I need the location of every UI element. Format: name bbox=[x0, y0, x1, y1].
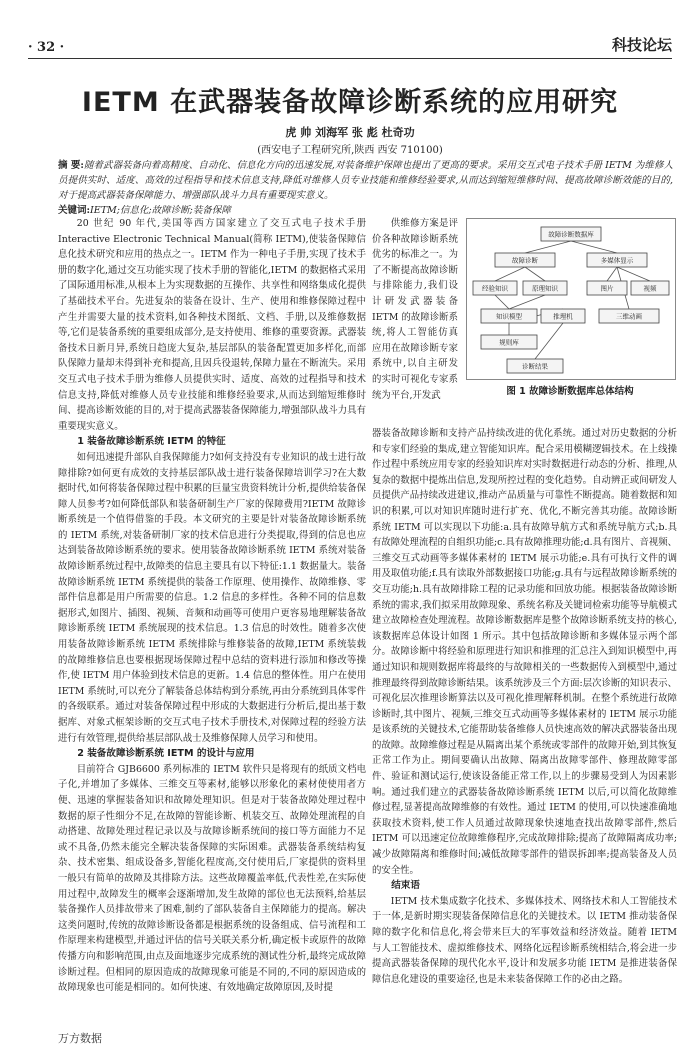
diagram-box bbox=[599, 309, 659, 323]
body-paragraph: 供维修方案是评价各种故障诊断系统优劣的标准之一。为了不断提高故障诊断与排除能力,我们设计研发武器装备 IETM 的故障诊断系统,将人工智能仿真应用在故障诊断专家系统中,以自主研发的实时可视化专家系统为平台,开发武 bbox=[372, 218, 458, 401]
article-authors: 虎 帅 刘海军 张 彪 杜奇功 bbox=[285, 126, 415, 139]
diagram-box bbox=[541, 227, 601, 241]
diagram-connector bbox=[495, 295, 509, 309]
page-number: · 32 · bbox=[28, 40, 65, 55]
abstract bbox=[58, 158, 673, 203]
diagram-box-label: 原理知识 bbox=[532, 284, 558, 293]
diagram-box bbox=[587, 281, 627, 295]
body-paragraph: 目前符合 GJB6600 系列标准的 IETM 软件只是将现有的纸质文档电子化,并增加了多媒体、三维交互等素材,能够以形象化的素材使使用者方便、迅速的掌握装备知识和故障处理知识。但是对于装备故障处理过程中数据的原子性细分不足,在故障的智能诊断、机装交互、故障处理流程的自动搭建、故障处理过程记录以及与故障诊断系统间的接口等方面能力不足或不具备,仍然未能完全解决装备保障的实际困难。武器装备系统结构复杂、技术密集、组成设备多,智能化程度高,交付使用后,厂家提供的资料里一般只有简单的故障及其排除方法。这些故障覆盖率低,代表性差,在实际使用过程中,故障发生的概率会逐渐增加,发生故障的部位也无法预料,给基层装备操作人员排故带来了困难,制约了部队装备自主保障能力的提高。解决这类问题时,传统的故障诊断设备都是根据系统的设备组成、信号流程和工作原理来构建模型,并通过评估的信号关联关系分析,确定板卡或原件的故障传播方向和影响范围,由点及面地逐步完成系统的测试性分析,最终完成故障诊断过程。但相同的原因造成的故障现象可能是不同的,不同的原因造成的故障现象也可能是相同的。如何快速、有效地确定故障原因,及时提 bbox=[58, 763, 366, 994]
footer-source: 万方数据 bbox=[58, 1032, 102, 1045]
diagram-box-label: 经验知识 bbox=[482, 284, 508, 293]
diagram-box bbox=[541, 309, 585, 323]
diagram-box-label: 视频 bbox=[643, 284, 657, 293]
section-heading: 2 装备故障诊断系统 IETM 的设计与应用 bbox=[77, 748, 255, 760]
article-affiliation: (西安电子工程研究所,陕西 西安 710100) bbox=[257, 145, 443, 156]
diagram-connector bbox=[525, 267, 545, 281]
diagram-box bbox=[631, 281, 669, 295]
section-heading: 1 装备故障诊断系统 IETM 的特征 bbox=[77, 436, 226, 448]
figure-1-caption: 图 1 故障诊断数据库总体结构 bbox=[506, 386, 634, 397]
diagram-connector bbox=[535, 323, 563, 359]
diagram-box-label: 故障诊断 bbox=[512, 256, 538, 265]
diagram-box-label: 知识模型 bbox=[496, 312, 522, 321]
diagram-box-label: 推理机 bbox=[553, 312, 573, 321]
diagram-box-label: 故障诊断数据库 bbox=[548, 230, 594, 239]
diagram-connector bbox=[617, 267, 650, 281]
body-paragraph: 如何迅速提升部队自我保障能力?如何支持没有专业知识的战士进行故障排除?如何更有成效的支持基层部队战士进行装备保障培训学习?在大数据时代,如何将装备保障过程中积累的巨量宝贵资料统计分析,提供给装备保障人员参考?如何降低部队和装备研制生产厂家的保障费用?IETM 故障诊断系统是一个值得借鉴的手段。本文研究的主要是针对装备故障诊断系统的 IETM 系统,对装备研制厂家的技术信息进行分类提取,得到的信息也应达到装备故障诊断系统的要求。使用装备故障诊断系统 IETM 系统对装备故障诊断系统过程中,故障类的信息主要具有以下特征:1.1 数据量大。装备故障诊断系统 IETM 系统提供的装备工作原理、使用操作、故障维修、零部件信息都是用户所需要的信息。1.2 信息的多样性。各种不同的信息数据形式,如图片、插图、视频、音频和动画等可使用户更容易地理解装备故障诊断系统 IETM 系统展现的技术信息。1.3 信息的时效性。随着多次使用装备故障诊断系统 IETM 系统排除与维修装备的故障,IETM 系统装载的故障维修信息也要根据现场保障过程中总结的资料进行添加和修改等操作,使 IETM 用户体验到技术信息的更新。1.4 信息的整体性。用户在使用 IETM 系统时,可以充分了解装备总体结构到分系统,再由分系统到具体零件的各级联系。通过对装备保障过程中形成的大数据进行分析后,提出基于数据库、对象式框架诊断的交互式电子技术手册技术,对保障过程的经验方法进行有效管理,提供给基层部队战士及维修保障人员学习和使用。 bbox=[58, 451, 366, 744]
diagram-box bbox=[495, 253, 555, 267]
abstract-label: 摘 要: bbox=[58, 160, 84, 171]
section-name: 科技论坛 bbox=[611, 36, 672, 54]
diagram-box-label: 图片 bbox=[600, 284, 614, 293]
diagram-connector bbox=[525, 241, 571, 253]
diagram-box-label: 多媒体显示 bbox=[600, 256, 634, 265]
diagram-box bbox=[507, 359, 563, 373]
diagram-connector bbox=[571, 241, 617, 253]
diagram-box-label: 三维动画 bbox=[616, 312, 642, 321]
header-rule bbox=[28, 58, 672, 59]
diagram-connector bbox=[495, 267, 525, 281]
diagram-box bbox=[473, 281, 517, 295]
section-heading: 结束语 bbox=[391, 880, 420, 892]
diagram-box bbox=[587, 253, 647, 267]
keywords bbox=[58, 202, 231, 216]
body-paragraph: 20 世纪 90 年代,美国等西方国家建立了交互式电子技术手册 Interactive Electronic Technical Manual(简称 IETM),使装备保障信息化技术研究和应用的热点之一。IETM 作为一种电子手册,实现了技术手册的数字化,通过交互功能实现了技术手册的智能化,IETM 的数据格式采用了国际通用标准,从根本上为实现数据的互操作、共享性和网络集成化提供了基础技术平台。先进复杂的装备在设计、生产、使用和维修保障过程中产生并需要大量的技术资料,如各种技术图纸、文档、手册,以及维修数据等,它们是装备系统的重要组成部分,是支持使用、维修的重要资源。武器装备技术日新月异,系统日趋庞大复杂,基层部队的装备配置更加多样化,而部队保障力量却未得到补充和提高,且因兵役退转,保障力量在不断流失。采用交互式电子技术手册为维修人员提供实时、适度、高效的过程指导和技术信息支持,降低对维修人员专业技能和维修经验要求,从而达到缩短维修时间、提高诊断效能的目的,对于提高武器装备保障能力,增强部队战斗力具有重要现实意义。 bbox=[58, 218, 366, 432]
abstract-text: 随着武器装备向着高精度、自动化、信息化方向的迅速发展,对装备维护保障也提出了更高的要求。采用交互式电子技术手册 IETM 为维修人员提供实时、适度、高效的过程指导和技术信息支持,降低对维修人员专业技能和维修经验要求,从而达到缩短维修时间、提高故障诊断效能的目的,对于提高武器装备保障能力、增强部队战斗力具有重要现实意义。 bbox=[58, 160, 673, 201]
diagram-box bbox=[481, 309, 537, 323]
diagram-box bbox=[481, 335, 537, 349]
body-column-left bbox=[58, 216, 366, 1006]
keywords-label: 关键词: bbox=[58, 205, 91, 216]
diagram-box-label: 规则库 bbox=[499, 338, 519, 347]
diagram-box-label: 诊断结果 bbox=[522, 362, 548, 371]
body-column-right bbox=[372, 426, 677, 985]
body-column-narrow bbox=[372, 216, 458, 426]
body-paragraph: 器装备故障诊断和支持产品持续改进的优化系统。通过对历史数据的分析和专家们经验的集成,建立智能知识库。配合采用模糊逻辑技术。在上线操作过程中系统应用专家的经验知识库对实时数据进行动态的分析、推理,从复杂的数据中提炼出信息,发现所控过程的变化趋势。自动辨正或间研发人员提供产品持续改进建议,推动产品质量与可靠性不断提高。随着数据和知识的积累,可以对知识库随时进行扩充、优化,不断完善其功能。故障诊断系统 IETM 可以实现以下功能:a.具有故障导航方式和系统导航方式;b.具有故障处理流程的自组织功能;c.具有故障推理功能;d.具有图片、音视频、三维交互式动画等多媒体素材的 IETM 展示功能;e.具有可执行文件的调用及取值功能;f.具有读取外部数据接口功能;g.具有与远程故障诊断系统的交互功能;h.具有故障排除工程的记录功能和回放功能。根据装备故障诊断系统的需求,我们拟采用故障现象、系统名称及关键词检索功能等导航模式建立故障检查处理流程。故障诊断数据库是整个故障诊断系统支持的核心,该数据库总体设计如图 1 所示。其中包括故障诊断和多媒体显示两个部分。故障诊断中将经验和原理进行知识和推理的汇总注入到知识模型中,再通过知识和规则数据库将最终的与故障相关的一些数据传入到模型中,通过推理最终得到故障诊断结果。该系统涉及三个方面:层次诊断的知识表示、可视化层次推理诊断算法以及可视化推理解释机制。在整个系统进行故障诊断时,其中图片、视频,三维交互式动画等多媒体素材的 IETM 展示功能是该系统的关键技术,它能帮助装备维修人员快速高效的解决武器装备出现的故障。故障维修过程是从隔离出某个系统或零部件的故障开始,到其恢复正常工作为止。期间要确认出故障、隔离出故障零部件、修理故障零部件、验证和测试运行,使该设备能正常工作,以上的步骤易受到人为因素影响。通过我们建立的武器装备故障诊断系统 IETM 以后,可以简化故障维修过程,显著提高故障维修的有效性。通过 IETM 的使用,可以快速准确地获取技术资料,使工作人员通过故障现象快速地查找出故障零部件,然后 IETM 可以迅速定位故障维修程序,完成故障排除;提高了故障隔离成功率;减少故障隔离和维修时间;减低故障零部件的错误拆卸率;提高装备及人员的安全性。 bbox=[372, 428, 677, 876]
keywords-text: IETM;信息化;故障诊断;装备保障 bbox=[90, 205, 231, 216]
body-paragraph: IETM 技术集成数字化技术、多媒体技术、网络技术和人工智能技术于一体,是新时期实现装备保障信息化的关键技术。以 IETM 推动装备保障的数字化和信息化,将会带来巨大的军事效益和经济效益。随着 IETM 与人工智能技术、虚拟维修技术、网络化远程诊断系统相结合,将会进一步提高武器装备保障的现代化水平,设计和发展多功能 IETM 是推进装备保障信息化建设的重要途径,也是未来装备保障工作的必由之路。 bbox=[372, 895, 677, 985]
diagram-connector bbox=[509, 295, 545, 309]
diagram-box bbox=[523, 281, 567, 295]
article-title: IETM 在武器装备故障诊断系统的应用研究 bbox=[81, 87, 619, 118]
diagram-connector bbox=[607, 267, 617, 281]
figure-1-diagram bbox=[466, 218, 676, 380]
